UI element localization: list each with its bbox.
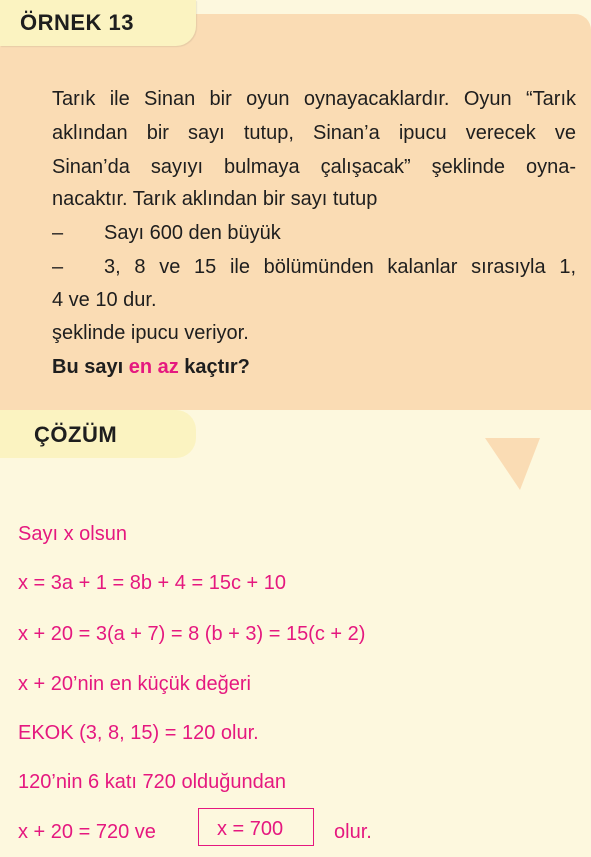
solution-tab bbox=[0, 410, 196, 458]
question-prompt-pre: Bu sayı bbox=[52, 356, 129, 378]
solution-line-1: Sayı x olsun bbox=[18, 523, 127, 545]
solution-title: ÇÖZÜM bbox=[34, 422, 118, 447]
question-line-1: Tarık ile Sinan bir oyun oynayacaklardır. Oyun “Tarık bbox=[52, 88, 576, 110]
hint-1-dash: – bbox=[52, 222, 64, 244]
solution-final-post: olur. bbox=[334, 821, 372, 843]
example-title: ÖRNEK 13 bbox=[20, 10, 135, 35]
question-line-4: nacaktır. Tarık aklından bir sayı tutup bbox=[52, 188, 378, 210]
solution-line-4: x + 20’nin en küçük değeri bbox=[18, 673, 251, 695]
question-highlight: en az bbox=[128, 356, 179, 378]
hint-2: 3, 8 ve 15 ile bölümünden kalanlar sırasıyla 1, bbox=[104, 256, 576, 278]
question-prompt-post: kaçtır? bbox=[178, 356, 250, 378]
question-closing: şeklinde ipucu veriyor. bbox=[52, 322, 249, 344]
question-line-2: aklından bir sayı tutup, Sinan’a ipucu verecek ve bbox=[52, 122, 576, 144]
solution-line-3: x + 20 = 3(a + 7) = 8 (b + 3) = 15(c + 2) bbox=[18, 623, 366, 645]
example-tab bbox=[0, 0, 196, 46]
solution-line-2: x = 3a + 1 = 8b + 4 = 15c + 10 bbox=[18, 572, 286, 594]
answer-value: x = 700 bbox=[217, 818, 284, 840]
solution-line-5: EKOK (3, 8, 15) = 120 olur. bbox=[18, 722, 259, 744]
hint-2-dash: – bbox=[52, 256, 64, 278]
question-prompt bbox=[52, 350, 576, 384]
question-line-3: Sinan’da sayıyı bulmaya çalışacak” şeklinde oyna- bbox=[52, 156, 576, 178]
hint-2-continued: 4 ve 10 dur. bbox=[52, 289, 157, 311]
hint-1: Sayı 600 den büyük bbox=[104, 222, 281, 244]
solution-final-pre: x + 20 = 720 ve bbox=[18, 821, 156, 843]
solution-line-6: 120’nin 6 katı 720 olduğundan bbox=[18, 771, 287, 793]
